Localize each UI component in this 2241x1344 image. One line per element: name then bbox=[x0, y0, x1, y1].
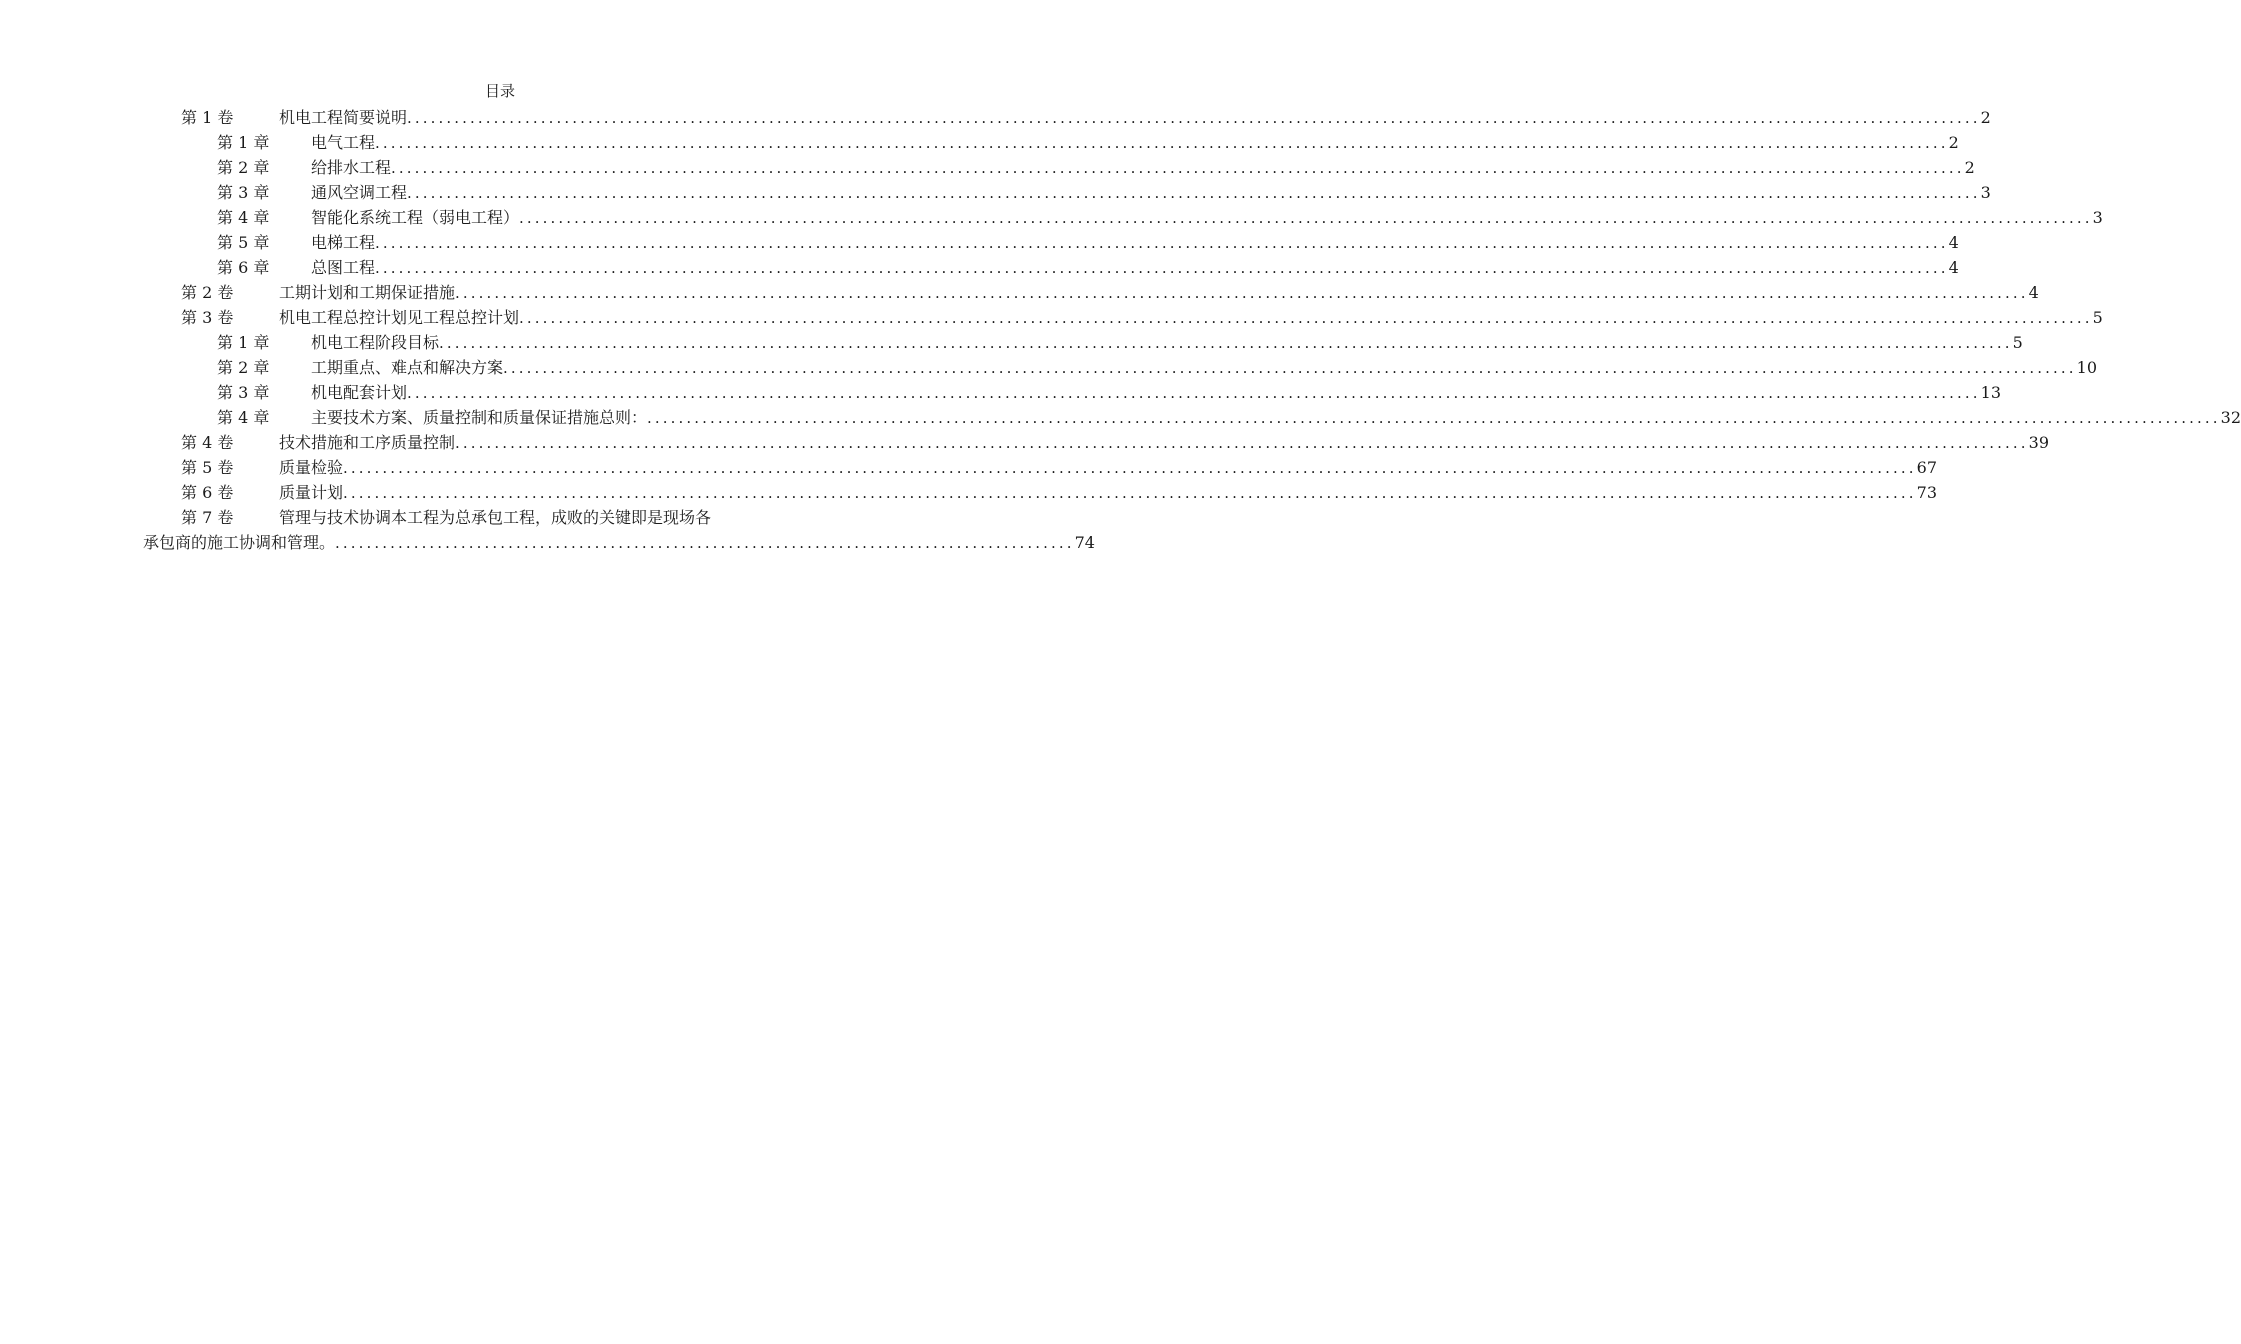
dot-leader: ........................................................................................................................................................................................................ bbox=[407, 384, 1981, 402]
toc-entry-page: 2 bbox=[1980, 108, 1991, 127]
toc-entry-title: 主要技术方案、质量控制和质量保证措施总则： bbox=[311, 408, 648, 427]
toc-entry-label: 第 2 章 bbox=[217, 158, 270, 177]
toc-entry-page: 4 bbox=[1948, 233, 1959, 252]
toc-entry-title: 质量计划 bbox=[279, 483, 344, 502]
toc-entry-label: 第 2 卷 bbox=[181, 283, 234, 302]
toc-entry-page: 4 bbox=[1948, 258, 1959, 277]
toc-entry-label: 第 5 卷 bbox=[181, 458, 234, 477]
toc-entry-vol[interactable] bbox=[143, 105, 1991, 130]
toc-entry-title: 电梯工程 bbox=[311, 233, 376, 252]
toc-entry-label: 第 4 章 bbox=[217, 408, 270, 427]
toc-entry-line bbox=[311, 380, 2001, 406]
toc-entry-label: 第 1 章 bbox=[217, 133, 270, 152]
toc-entry-line bbox=[311, 180, 1991, 206]
dot-leader: ........................................................................................................................................................................................................ bbox=[343, 459, 1917, 477]
toc-entry-page: 74 bbox=[1074, 533, 1095, 552]
toc-entry-label: 第 4 章 bbox=[217, 208, 270, 227]
toc-entry-title: 机电工程简要说明 bbox=[279, 108, 408, 127]
toc-entry-label: 第 3 章 bbox=[217, 183, 270, 202]
toc-entry-label: 第 3 卷 bbox=[181, 308, 234, 327]
toc-entry-title: 电气工程 bbox=[311, 133, 376, 152]
dot-leader: ........................................................................................................................................................................................................ bbox=[375, 259, 1949, 277]
dot-leader: ........................................................................................................................................................................................................ bbox=[407, 184, 1981, 202]
toc-entry-page: 32 bbox=[2220, 408, 2241, 427]
toc-entry-line bbox=[311, 405, 2241, 431]
toc-entry-line bbox=[311, 255, 1959, 281]
dot-leader: ........................................................................................................................................................................................................ bbox=[375, 234, 1949, 252]
toc-entry-page: 3 bbox=[1980, 183, 1991, 202]
toc-entry-chap[interactable] bbox=[143, 330, 2023, 355]
toc-entry-page: 13 bbox=[1980, 383, 2001, 402]
toc-entry-line bbox=[279, 430, 2049, 456]
dot-leader: ........................................................................................................................................................................................................ bbox=[519, 309, 2093, 327]
toc-entry-chap[interactable] bbox=[143, 255, 1959, 280]
toc-entry-label: 第 7 卷 bbox=[181, 508, 234, 527]
toc-entry-page: 67 bbox=[1916, 458, 1937, 477]
toc-entry-page: 2 bbox=[1964, 158, 1975, 177]
toc-entry-page: 10 bbox=[2076, 358, 2097, 377]
toc-entry-line bbox=[279, 280, 2039, 306]
toc-entry-page: 39 bbox=[2028, 433, 2049, 452]
toc-entry-line bbox=[279, 105, 1991, 131]
toc-entry-vol[interactable] bbox=[143, 280, 2039, 305]
toc-entry-label: 第 6 章 bbox=[217, 258, 270, 277]
toc-entry-title: 工期计划和工期保证措施 bbox=[279, 283, 456, 302]
table-of-contents bbox=[143, 105, 2241, 555]
toc-entry-vol[interactable] bbox=[143, 305, 2103, 330]
toc-entry-title: 智能化系统工程（弱电工程） bbox=[311, 208, 520, 227]
toc-entry-chap[interactable] bbox=[143, 405, 2241, 430]
toc-entry-page: 3 bbox=[2092, 208, 2103, 227]
toc-entry-title: 机电工程阶段目标 bbox=[311, 333, 440, 352]
toc-entry-line bbox=[279, 455, 1937, 481]
toc-entry-chap[interactable] bbox=[143, 155, 1975, 180]
toc-entry-title: 工期重点、难点和解决方案 bbox=[311, 358, 504, 377]
toc-entry-chap[interactable] bbox=[143, 180, 1991, 205]
toc-entry-page: 5 bbox=[2092, 308, 2103, 327]
toc-entry-page: 73 bbox=[1916, 483, 1937, 502]
toc-entry-title: 机电配套计划 bbox=[311, 383, 408, 402]
toc-entry-vol-7[interactable] bbox=[143, 505, 807, 530]
toc-entry-label: 第 6 卷 bbox=[181, 483, 234, 502]
toc-entry-vol[interactable] bbox=[143, 455, 1937, 480]
toc-entry-line bbox=[279, 480, 1937, 506]
toc-entry-label: 第 1 卷 bbox=[181, 108, 234, 127]
toc-entry-label: 第 2 章 bbox=[217, 358, 270, 377]
toc-entry-page: 5 bbox=[2012, 333, 2023, 352]
toc-entry-title-line1: 管理与技术协调本工程为总承包工程，成败的关键即是现场各 bbox=[279, 508, 712, 527]
toc-entry-vol[interactable] bbox=[143, 480, 1937, 505]
toc-entry-line bbox=[311, 330, 2023, 356]
toc-entry-line bbox=[279, 305, 2103, 331]
toc-entry-chap[interactable] bbox=[143, 380, 2001, 405]
dot-leader: ........................................................................................................................................................................................................ bbox=[455, 284, 2029, 302]
toc-entry-label: 第 4 卷 bbox=[181, 433, 234, 452]
dot-leader: ........................................................................................................................................................................................................ bbox=[407, 109, 1981, 127]
toc-entry-line bbox=[311, 355, 2097, 381]
dot-leader: ........................................................................................................................................................................................................ bbox=[439, 334, 2013, 352]
toc-entry-chap[interactable] bbox=[143, 130, 1959, 155]
toc-entry-title: 给排水工程 bbox=[311, 158, 392, 177]
dot-leader: ........................................................................................................................................................................................................ bbox=[519, 209, 2093, 227]
dot-leader: ........................................................................................................................................................................................................ bbox=[391, 159, 1965, 177]
dot-leader: ........................................................................................................................................................................................................ bbox=[343, 484, 1917, 502]
toc-entry-vol-7-continued[interactable] bbox=[143, 530, 1095, 555]
toc-entry-title: 总图工程 bbox=[311, 258, 376, 277]
toc-entry-label: 第 1 章 bbox=[217, 333, 270, 352]
toc-entry-title-line2: 承包商的施工协调和管理。 bbox=[143, 533, 336, 552]
toc-entry-chap[interactable] bbox=[143, 230, 1959, 255]
toc-entry-line bbox=[311, 155, 1975, 181]
dot-leader: ........................................................................................................................................................................................................ bbox=[503, 359, 2077, 377]
toc-entry-title: 机电工程总控计划见工程总控计划 bbox=[279, 308, 520, 327]
dot-leader: ........................................................................................................................................................................................................ bbox=[455, 434, 2029, 452]
toc-entry-line bbox=[311, 130, 1959, 156]
dot-leader: .............................................................................................. bbox=[335, 534, 1075, 552]
toc-entry-page: 2 bbox=[1948, 133, 1959, 152]
toc-entry-title: 质量检验 bbox=[279, 458, 344, 477]
toc-entry-chap[interactable] bbox=[143, 205, 2103, 230]
toc-entry-label: 第 3 章 bbox=[217, 383, 270, 402]
dot-leader: ........................................................................................................................................................................................................ bbox=[647, 409, 2221, 427]
toc-entry-line bbox=[311, 230, 1959, 256]
toc-entry-vol[interactable] bbox=[143, 430, 2049, 455]
toc-entry-title: 通风空调工程 bbox=[311, 183, 408, 202]
toc-entry-label: 第 5 章 bbox=[217, 233, 270, 252]
toc-entry-chap[interactable] bbox=[143, 355, 2097, 380]
toc-entry-page: 4 bbox=[2028, 283, 2039, 302]
toc-entry-title: 技术措施和工序质量控制 bbox=[279, 433, 456, 452]
toc-heading: 目录 bbox=[484, 82, 515, 100]
toc-entry-line bbox=[311, 205, 2103, 231]
dot-leader: ........................................................................................................................................................................................................ bbox=[375, 134, 1949, 152]
